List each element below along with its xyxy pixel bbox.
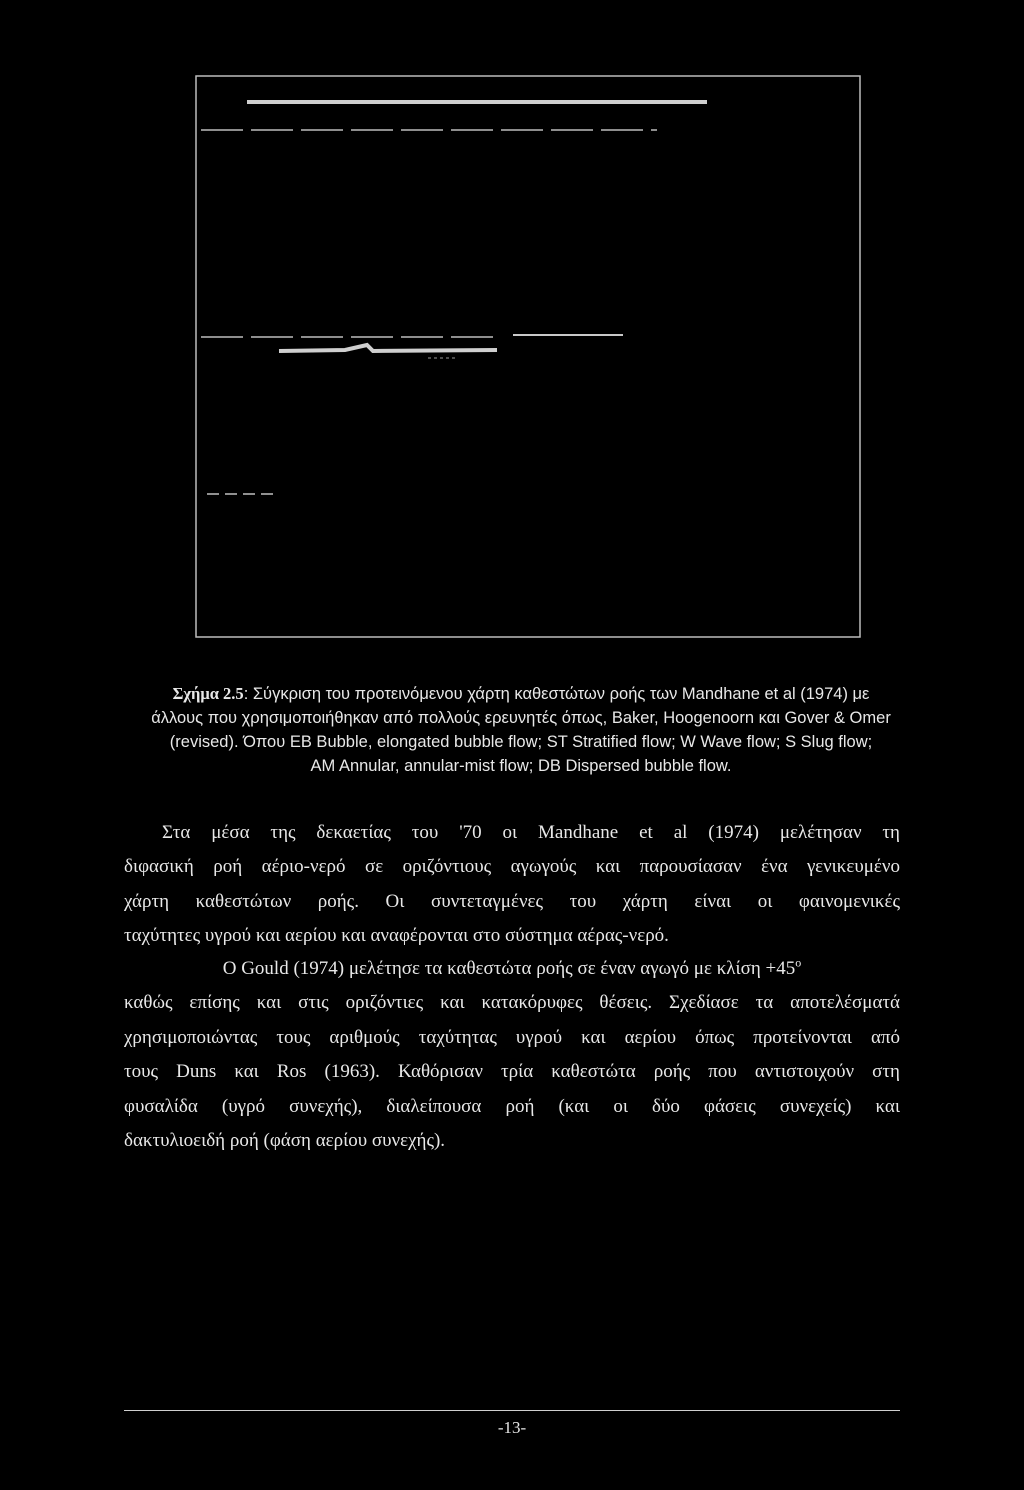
figure-caption [146,682,896,778]
caption-line-2: άλλους που χρησιμοποιήθηκαν από πολλούς ερευνητές όπως, Baker, Hoogenoorn και Gover & Omer [151,709,891,727]
flow-regime-map-figure [195,75,861,638]
caption-line-4: AM Annular, annular-mist flow; DB Dispersed bubble flow. [310,757,732,775]
paragraph-line-text: Ο Gould (1974) μελέτησε τα καθεστώτα ροής σε έναν αγωγό με κλίση +45 [222,958,796,979]
paragraph-line: δακτυλιοειδή ροή (φάση αερίου συνεχής). [124,1130,446,1152]
paragraph-line: χάρτη καθεστώτων ροής. Οι συντεταγμένες του χάρτη είναι οι φαινομενικές [124,890,900,912]
paragraph-line: χρησιμοποιώντας τους αριθμούς ταχύτητας υγρού και αερίου όπως προτείνονται από [124,1026,900,1048]
caption-line-1 [146,682,896,706]
caption-line-3: (revised). Όπου EB Bubble, elongated bubble flow; ST Stratified flow; W Wave flow; S Slug flow; [169,733,873,751]
paragraph-line: διφασική ροή αέριο-νερό σε οριζόντιους αγωγούς και παρουσίασαν ένα γενικευμένο [124,856,900,878]
footer-rule [124,1410,900,1411]
paragraph-line [124,952,900,986]
figure-canvas [195,75,861,638]
caption-label: Σχήμα 2.5 [172,684,244,703]
paragraph-line: ταχύτητες υγρού και αερίου και αναφέρονται στο σύστημα αέρας-νερό. [124,925,669,947]
page-number: -13- [497,1418,527,1437]
figure-frame [196,76,860,637]
paragraph-gould [124,952,900,1158]
paragraph-mandhane [124,816,900,954]
paragraph-line: Στα μέσα της δεκαετίας του '70 οι Mandhane et al (1974) μελέτησαν τη [162,822,900,843]
degree-superscript: o [795,955,802,970]
paragraph-line: τους Duns και Ros (1963). Καθόρισαν τρία καθεστώτα ροής που αντιστοιχούν στη [124,1061,900,1083]
boundary-line-middle-thick [279,345,497,351]
paragraph-line: φυσαλίδα (υγρό συνεχής), διαλείπουσα ροή (και οι δύο φάσεις συνεχείς) και [124,1095,900,1117]
paragraph-line: καθώς επίσης και στις οριζόντιες και κατακόρυφες θέσεις. Σχεδίασε τα αποτελέσματά [124,992,900,1014]
caption-text-1: : Σύγκριση του προτεινόμενου χάρτη καθεστώτων ροής των Mandhane et al (1974) με [243,685,870,703]
